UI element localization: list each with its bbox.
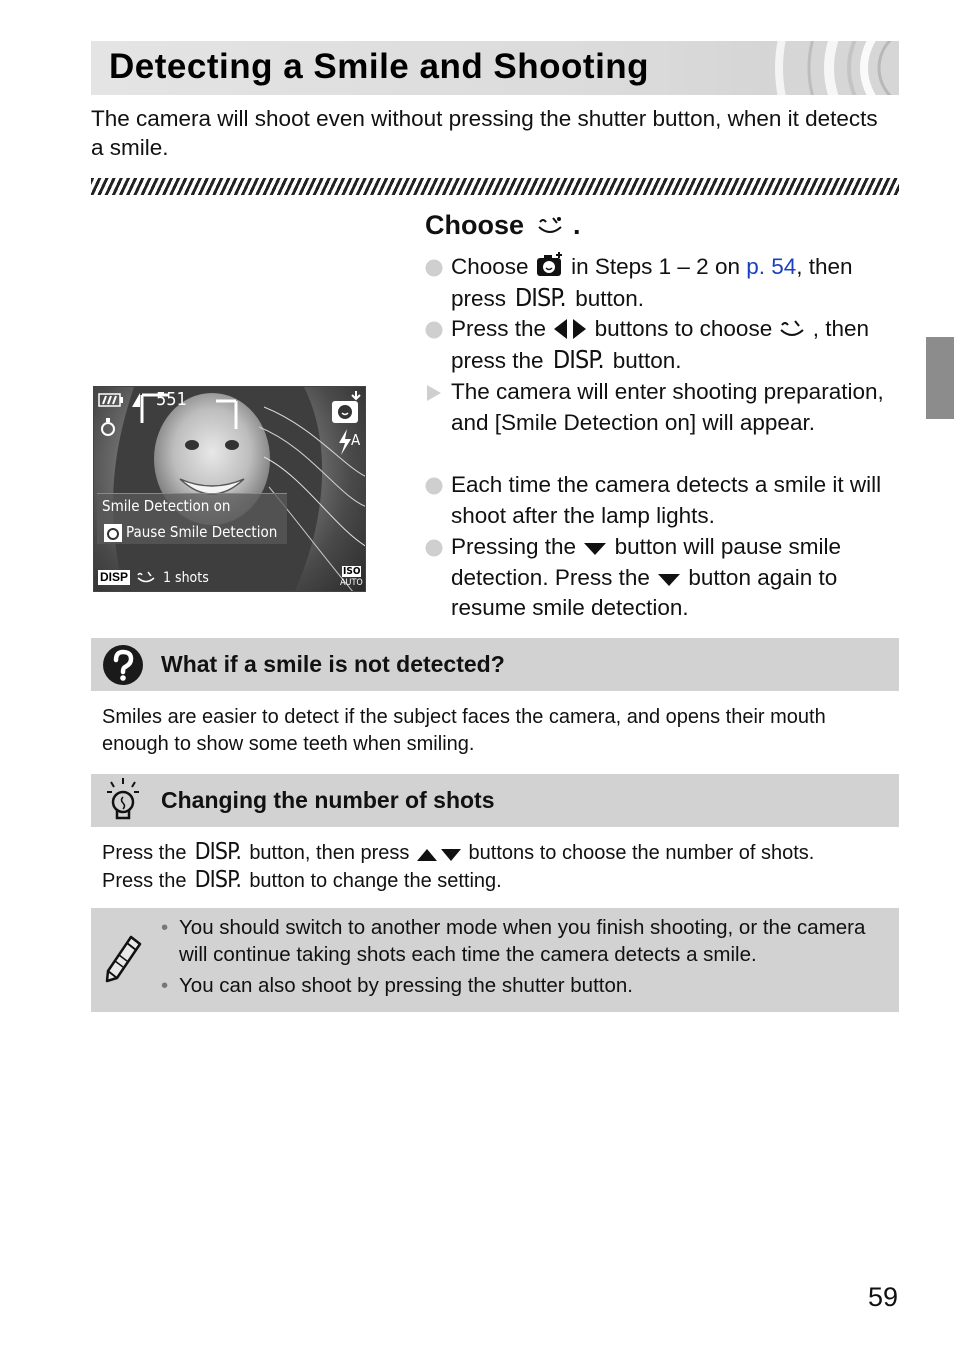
disp-button-label: DISP. — [515, 282, 567, 312]
text: Choose — [451, 254, 529, 279]
iso-value: AUTO — [340, 578, 363, 588]
title-banner — [91, 41, 899, 95]
step-bullet-4 — [425, 470, 895, 531]
text: button will pause smile detection. Press the — [451, 534, 841, 590]
text: buttons to choose — [594, 316, 773, 341]
down-arrow-icon — [582, 540, 608, 558]
text: Pressing the — [451, 534, 577, 559]
tip-line-1 — [102, 839, 897, 867]
page-link[interactable]: p. 54 — [746, 254, 797, 279]
bullet-dot-icon — [425, 321, 443, 339]
smile-detection-status: Smile Detection on — [102, 497, 231, 515]
text: button. — [575, 285, 644, 311]
step-bullet-3 — [425, 377, 895, 438]
up-down-arrows-icon — [415, 847, 463, 863]
text: button to change the setting. — [249, 870, 502, 892]
step-bullet-1 — [425, 252, 895, 314]
disp-badge: DISP — [100, 570, 129, 584]
text: button. — [612, 347, 682, 373]
pause-smile-detection-hint: Pause Smile Detection — [126, 523, 278, 541]
page-number: 59 — [867, 1282, 898, 1312]
intro-text: The camera will shoot even without pressing the shutter button, when it detects a smile. — [91, 106, 878, 160]
disp-button-label: DISP. — [552, 344, 604, 374]
smile-shutter-mode-icon — [330, 391, 362, 425]
text: button again to resume smile detection. — [451, 564, 838, 620]
text: , then press — [451, 254, 853, 311]
left-right-arrows-icon — [552, 318, 588, 340]
text: , then press the — [451, 316, 870, 373]
smile-mode-icon — [778, 316, 806, 340]
note-box — [91, 908, 899, 1012]
tip-line-2 — [102, 867, 897, 895]
step-heading-prefix: Choose — [425, 210, 525, 240]
camera-lcd-screenshot — [93, 386, 366, 592]
page-title: Detecting a Smile and Shooting — [109, 47, 650, 86]
question-box-body: Smiles are easier to detect if the subject faces the camera, and opens their mouth enough to show some teeth when smiling. — [102, 706, 826, 755]
shots-setting: 1 shots — [163, 570, 209, 586]
down-arrow-icon — [656, 571, 682, 589]
lightbulb-tip-icon — [105, 778, 141, 824]
smile-mode-icon — [536, 213, 564, 237]
chapter-side-tab — [926, 337, 954, 419]
note-bullet: • — [161, 916, 169, 939]
step-heading — [425, 210, 581, 241]
text: button, then press — [249, 842, 410, 864]
child-photo-placeholder — [94, 387, 366, 592]
iso-label: ISO — [343, 566, 361, 577]
self-timer-icon — [104, 524, 122, 542]
bullet-dot-icon — [425, 539, 443, 557]
banner-arcs-icon — [769, 41, 899, 95]
bullet-dot-icon — [425, 259, 443, 277]
smile-shutter-mode-icon — [535, 252, 565, 278]
text: Press the — [102, 870, 187, 892]
question-icon — [102, 644, 144, 686]
text: You can also shoot by pressing the shutter button. — [179, 974, 633, 997]
text: buttons to choose the number of shots. — [468, 842, 815, 864]
smile-mode-icon — [136, 569, 156, 585]
self-timer-icon — [100, 417, 116, 437]
note-item — [161, 914, 891, 968]
question-box-title: What if a smile is not detected? — [161, 651, 505, 677]
step-bullet-5 — [425, 532, 895, 624]
battery-icon — [98, 392, 124, 408]
text: Press the — [451, 316, 547, 341]
question-box-header — [91, 638, 899, 691]
tip-box-title: Changing the number of shots — [161, 787, 495, 813]
tip-box-header — [91, 774, 899, 827]
text: The camera will enter shooting preparation, and [Smile Detection on] will appear. — [451, 379, 884, 435]
disp-button-label: DISP. — [194, 839, 242, 865]
step-heading-suffix: . — [573, 210, 581, 240]
flash-auto-label: A — [351, 431, 361, 449]
text: Press the — [102, 842, 187, 864]
image-size-icon — [130, 392, 142, 408]
section-divider — [91, 178, 899, 195]
disp-button-label: DISP. — [194, 867, 242, 893]
note-item — [161, 972, 891, 999]
result-arrow-icon — [425, 384, 443, 402]
text: You should switch to another mode when you finish shooting, or the camera will continue taking shots each time the camera detects a smile. — [179, 916, 866, 966]
note-bullet: • — [161, 974, 169, 997]
shots-remaining: 551 — [156, 389, 187, 410]
bullet-dot-icon — [425, 477, 443, 495]
text: Each time the camera detects a smile it will shoot after the lamp lights. — [451, 472, 882, 528]
step-bullet-2 — [425, 314, 895, 376]
tip-box-body — [102, 839, 897, 895]
pencil-note-icon — [103, 934, 143, 984]
text: in Steps 1 – 2 on — [571, 254, 740, 279]
